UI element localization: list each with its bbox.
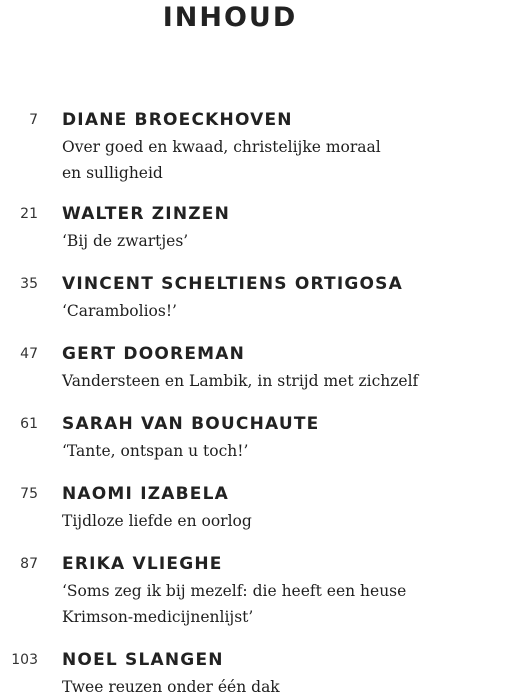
chapter-title-line: Tijdloze liefde en oorlog bbox=[62, 512, 252, 530]
chapter-title bbox=[62, 438, 482, 464]
page-number: 87 bbox=[20, 556, 38, 572]
chapter-title-line: Twee reuzen onder één dak bbox=[62, 678, 280, 696]
chapter-title bbox=[62, 228, 482, 254]
chapter-title bbox=[62, 368, 482, 394]
chapter-title bbox=[62, 674, 482, 700]
author-name: GERT DOOREMAN bbox=[62, 344, 246, 364]
chapter-title-line: Over goed en kwaad, christelijke moraal bbox=[62, 138, 381, 156]
chapter-title-line: ‘Soms zeg ik bij mezelf: die heeft een heuse bbox=[62, 582, 407, 600]
page-number: 103 bbox=[11, 652, 38, 668]
page-number: 75 bbox=[20, 486, 38, 502]
author-name: VINCENT SCHELTIENS ORTIGOSA bbox=[62, 274, 403, 294]
chapter-title-line: ‘Carambolios!’ bbox=[62, 302, 177, 320]
chapter-title-line: ‘Tante, ontspan u toch!’ bbox=[62, 442, 249, 460]
page-number: 61 bbox=[20, 416, 38, 432]
chapter-title-line: Krimson-medicijnenlijst’ bbox=[62, 608, 254, 626]
author-name: ERIKA VLIEGHE bbox=[62, 554, 223, 574]
chapter-title bbox=[62, 134, 482, 186]
chapter-title bbox=[62, 298, 482, 324]
page-number: 7 bbox=[29, 112, 38, 128]
chapter-title-line: Vandersteen en Lambik, in strijd met zichzelf bbox=[62, 372, 419, 390]
chapter-title bbox=[62, 508, 482, 534]
chapter-title-line: ‘Bij de zwartjes’ bbox=[62, 232, 189, 250]
author-name: NAOMI IZABELA bbox=[62, 484, 229, 504]
page-title: INHOUD bbox=[162, 2, 298, 33]
page-number: 21 bbox=[20, 206, 38, 222]
author-name: SARAH VAN BOUCHAUTE bbox=[62, 414, 320, 434]
author-name: DIANE BROECKHOVEN bbox=[62, 110, 293, 130]
chapter-title bbox=[62, 578, 482, 630]
chapter-title-line: en sulligheid bbox=[62, 164, 163, 182]
author-name: WALTER ZINZEN bbox=[62, 204, 231, 224]
page-number: 47 bbox=[20, 346, 38, 362]
page-number: 35 bbox=[20, 276, 38, 292]
author-name: NOEL SLANGEN bbox=[62, 650, 224, 670]
